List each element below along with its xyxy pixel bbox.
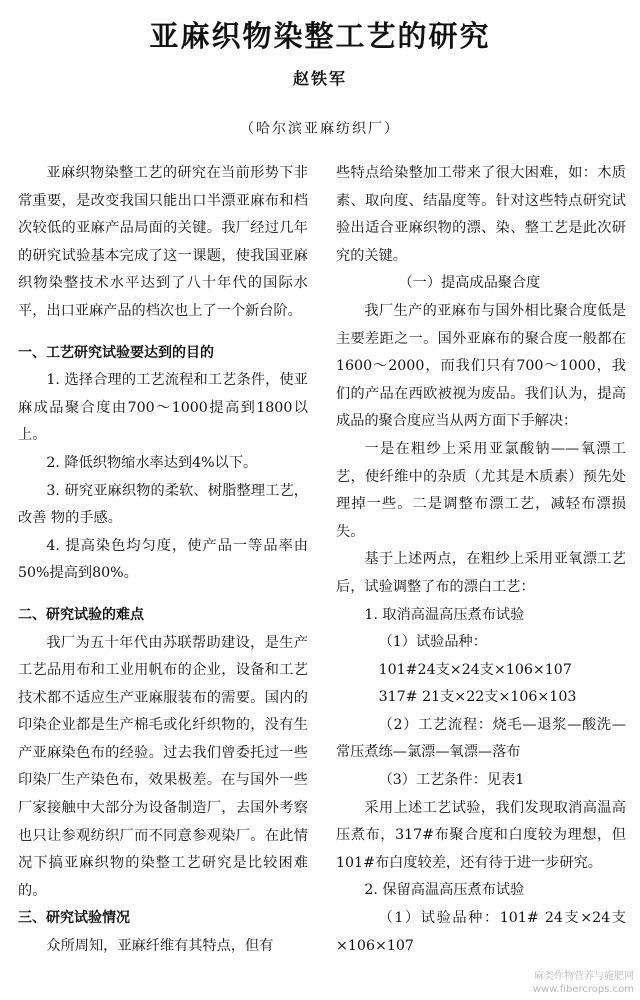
goal-item-1: 1. 选择合理的工艺流程和工艺条件，使亚麻成品聚合度由700～1000提高到1800以上。	[18, 372, 308, 444]
trial-1-variety-1: 101#24支×24支×106×107	[378, 661, 572, 678]
right-column	[336, 160, 626, 960]
goal-item-2: 2. 降低织物缩水率达到4%以下。	[46, 454, 258, 471]
intro-paragraph: 亚麻织物染整工艺的研究在当前形势下非常重要，是改变我国只能出口半漂亚麻布和档次较低的亚麻产品局面的关键。我厂经过几年的研究试验基本完成了这一课题，使我国亚麻织物染整技术水平达到了八十年代的国际水平，出口亚麻产品的档次也上了一个新台阶。	[18, 165, 308, 319]
left-column	[18, 160, 308, 961]
section-3-heading: 三、研究试验情况	[18, 910, 130, 927]
goal-item-4: 4. 提高染色均匀度，使产品一等品率由50%提高到80%。	[18, 537, 308, 582]
subsection-1-heading: （一）提高成品聚合度	[398, 275, 541, 292]
section-2-paragraph: 我厂为五十年代由苏联帮助建设，是生产工艺品用布和工业用帆布的企业，设备和工艺技术都不适应生产亚麻服装布的需要。国内的印染企业都是生产棉毛或化纤织物的，没有生产亚麻染色布的经验。过去我们曾委托过一些印染厂生产染色布，效果极差。在与国外一些厂家接触中大部分为设备制造厂，去国外考察也只让参观纺织厂而不同意参观染厂。在此情况下搞亚麻织物的染整工艺研究是比较困难的。	[18, 634, 308, 899]
trial-1-variety-2: 317# 21支×22支×106×103	[378, 689, 577, 706]
trial-2-heading: 2. 保留高温高压煮布试验	[364, 882, 525, 899]
subsection-1-paragraph-2: 一是在粗纱上采用亚氯酸钠——氧漂工艺，使纤维中的杂质（尤其是木质素）预先处理掉一些。二是调整布漂工艺，减轻布漂损失。	[336, 440, 626, 540]
continuation-paragraph: 些特点给染整加工带来了很大困难，如：木质素、取向度、结晶度等。针对这些特点研究试验出适合亚麻织物的漂、染、整工艺是此次研究的关键。	[336, 165, 626, 264]
section-2-heading: 二、研究试验的难点	[18, 606, 144, 623]
section-3-paragraph: 众所周知，亚麻纤维有其特点，但有	[46, 938, 274, 955]
trial-1-process: （2）工艺流程：烧毛—退浆—酸洗—常压煮练—氯漂—氧漂—落布	[336, 716, 626, 761]
trial-1-result: 采用上述工艺试验，我们发现取消高温高压煮布，317#布聚合度和白度较为理想，但101#布白度较差，还有待于进一步研究。	[336, 799, 626, 871]
trial-1-heading: 1. 取消高温高压煮布试验	[364, 606, 525, 623]
subsection-1-paragraph-3: 基于上述两点，在粗纱上采用亚氧漂工艺后，试验调整了布的漂白工艺：	[336, 551, 626, 595]
section-1-heading: 一、工艺研究试验要达到的目的	[18, 344, 214, 361]
watermark-line-2: www.fibercrops.com	[532, 984, 634, 995]
author-name: 赵铁军	[292, 69, 347, 88]
site-watermark	[533, 970, 634, 996]
trial-2-variety: （1）试验品种：101# 24支×24支×106×107	[336, 910, 626, 954]
trial-1-variety-label: （1）试验品种：	[378, 634, 487, 651]
trial-1-conditions: （3）工艺条件：见表1	[378, 772, 525, 789]
watermark-line-1: 麻类作物营养与施肥网	[534, 971, 634, 982]
goal-item-3: 3. 研究亚麻织物的柔软、树脂整理工艺，改善 物的手感。	[18, 482, 308, 527]
author-affiliation: （哈尔滨亚麻纺织厂）	[240, 121, 400, 137]
subsection-1-paragraph-1: 我厂生产的亚麻布与国外相比聚合度低是主要差距之一。国外亚麻布的聚合度一般都在1600～2000，而我们只有700～1000，我们的产品在西欧被视为废品。我们认为，提高成品的聚合度应当从两方面下手解决：	[336, 302, 626, 430]
article-title: 亚麻织物染整工艺的研究	[149, 19, 491, 53]
